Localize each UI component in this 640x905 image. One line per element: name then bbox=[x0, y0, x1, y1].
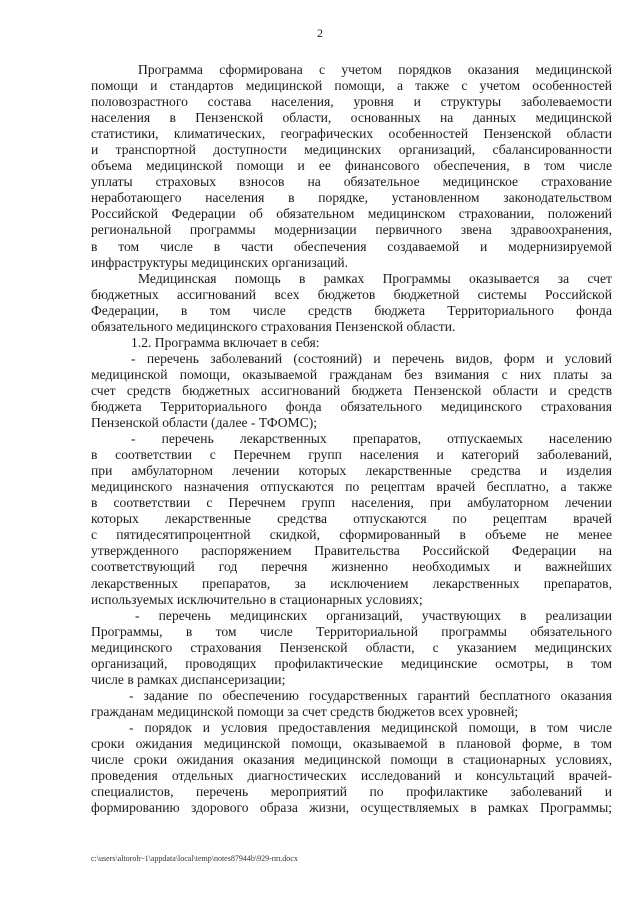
text-line: с пятидесятипроцентной скидкой, сформированный в объеме не менее bbox=[91, 527, 612, 543]
text-line: помощи и стандартов медицинской помощи, а также с учетом особенностей bbox=[91, 78, 612, 94]
text-line: бюджетных ассигнований всех бюджетов бюджетной системы Российской bbox=[91, 286, 612, 302]
text-line: Медицинская помощь в рамках Программы оказывается за счет bbox=[138, 270, 612, 286]
text-line: в соответствии с Перечнем групп населения и категорий заболеваний, bbox=[91, 447, 612, 463]
text-line: населения в Пензенской области, основанных на данных медицинской bbox=[91, 110, 612, 126]
text-line: бюджета Территориального фонда обязательного медицинского страхования bbox=[91, 398, 612, 414]
text-line: региональной программы модернизации первичного звена здравоохранения, bbox=[91, 222, 612, 238]
body-text bbox=[91, 62, 612, 816]
text-line: формированию здорового образа жизни, осуществляемых в рамках Программы; bbox=[91, 800, 612, 816]
text-line: используемых исключительно в стационарных условиях; bbox=[91, 591, 423, 607]
text-line: инфраструктуры медицинских организаций. bbox=[91, 254, 349, 270]
text-line: обязательного медицинского страхования Пензенской области. bbox=[91, 318, 456, 334]
list-item-line: - перечень заболеваний (состояний) и перечень видов, форм и условий bbox=[131, 350, 612, 366]
text-line: лекарственных препаратов, за исключением лекарственных препаратов, bbox=[91, 575, 612, 591]
text-line: уплаты страховых взносов на обязательное медицинское страхование bbox=[91, 174, 612, 190]
text-line: статистики, климатических, географических особенностей Пензенской области bbox=[91, 126, 612, 142]
text-line: гражданам медицинской помощи за счет средств бюджетов всех уровней; bbox=[91, 703, 519, 719]
text-line: счет средств бюджетных ассигнований бюджета Пензенской области и средств bbox=[91, 382, 612, 398]
text-line: соответствующий год перечня жизненно необходимых и важнейших bbox=[91, 559, 612, 575]
text-line: организаций, проводящих профилактические медицинские осмотры, в том bbox=[91, 655, 612, 671]
list-item-line: - перечень лекарственных препаратов, отпускаемых населению bbox=[131, 431, 612, 447]
file-path-footer: c:\users\altoroh~1\appdata\local\temp\notes87944b\929-пп.docx bbox=[91, 854, 298, 863]
list-item-line: - перечень медицинских организаций, участвующих в реализации bbox=[135, 607, 612, 623]
section-heading: 1.2. Программа включает в себя: bbox=[131, 334, 320, 350]
text-line: проведения отдельных диагностических исследований и консультаций врачей- bbox=[91, 768, 612, 784]
text-line: которых лекарственные средства отпускаются по рецептам врачей bbox=[91, 511, 612, 527]
text-line: Пензенской области (далее - ТФОМС); bbox=[91, 415, 318, 431]
text-line: Федерации, в том числе средств бюджета Территориального фонда bbox=[91, 302, 612, 318]
text-line: неработающего населения в порядке, установленном законодательством bbox=[91, 190, 612, 206]
text-line: Программы, в том числе Территориальной программы обязательного bbox=[91, 623, 612, 639]
text-line: половозрастного состава населения, уровня и структуры заболеваемости bbox=[91, 94, 612, 110]
text-line: медицинского страхования Пензенской области, с указанием медицинских bbox=[91, 639, 612, 655]
text-line: медицинской помощи, оказываемой гражданам без взимания с них платы за bbox=[91, 366, 612, 382]
text-line: в соответствии с Перечнем групп населения, при амбулаторном лечении bbox=[91, 495, 612, 511]
text-line: в том числе в части обеспечения создаваемой и модернизируемой bbox=[91, 238, 612, 254]
text-line: утвержденного распоряжением Правительства Российской Федерации на bbox=[91, 543, 612, 559]
text-line: специалистов, перечень мероприятий по профилактике заболеваний и bbox=[91, 784, 612, 800]
text-line: числе сроки ожидания оказания медицинской помощи в стационарных условиях, bbox=[91, 752, 612, 768]
text-line: Программа сформирована с учетом порядков оказания медицинской bbox=[138, 62, 612, 77]
text-line: медицинского назначения отпускаются по рецептам врачей бесплатно, а также bbox=[91, 479, 612, 495]
list-item-line: - задание по обеспечению государственных гарантий бесплатного оказания bbox=[129, 687, 612, 703]
text-line: Российской Федерации об обязательном медицинском страховании, положений bbox=[91, 206, 612, 222]
list-item-line: - порядок и условия предоставления медицинской помощи, в том числе bbox=[129, 719, 612, 735]
text-line: при амбулаторном лечении которых лекарственные средства и изделия bbox=[91, 463, 612, 479]
text-line: числе в рамках диспансеризации; bbox=[91, 671, 286, 687]
text-line: и транспортной доступности медицинских организаций, сбалансированности bbox=[91, 142, 612, 158]
text-line: объема медицинской помощи и ее финансового обеспечения, в том числе bbox=[91, 158, 612, 174]
page-number: 2 bbox=[317, 26, 323, 40]
text-line: сроки ожидания медицинской помощи, оказываемой в плановой форме, в том bbox=[91, 735, 612, 751]
